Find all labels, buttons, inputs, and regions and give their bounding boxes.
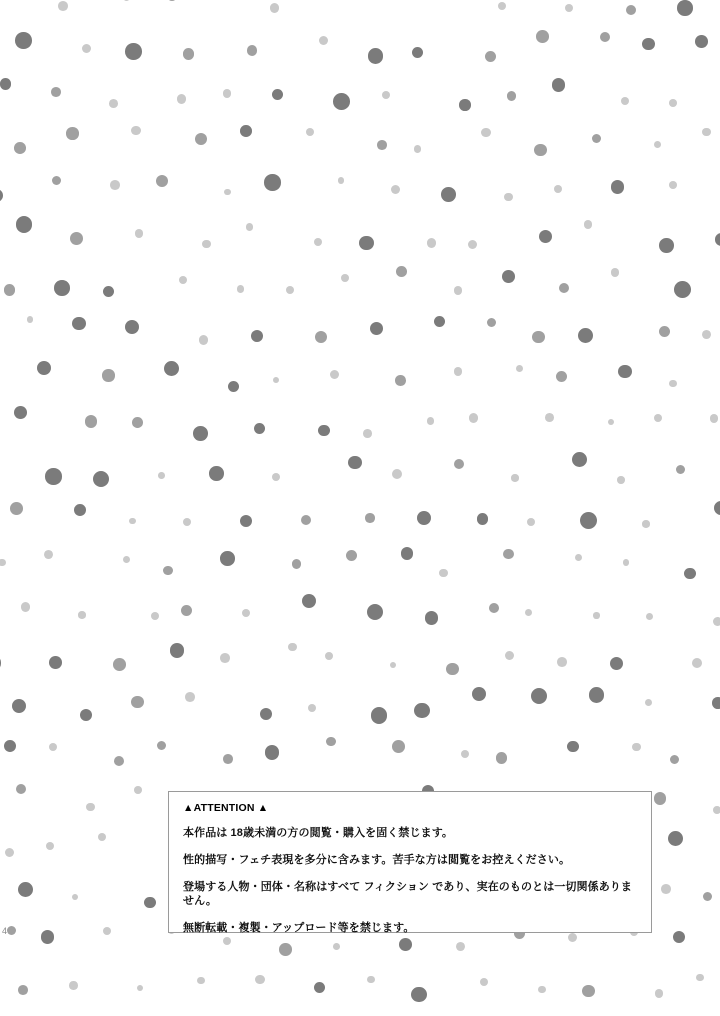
dot <box>237 285 245 293</box>
dot <box>170 643 185 658</box>
dot <box>51 87 61 97</box>
dot <box>370 322 383 335</box>
dot <box>477 513 488 524</box>
dot <box>454 286 463 295</box>
dot <box>525 609 532 616</box>
dot <box>199 335 209 345</box>
dot <box>0 655 1 670</box>
dot <box>348 456 361 469</box>
dot <box>368 48 383 63</box>
dot <box>4 740 16 752</box>
dot <box>308 704 316 712</box>
attention-line-1: 本作品は 18歳未満の方の閲覧・購入を固く禁じます。 <box>183 827 454 839</box>
dot <box>392 740 405 753</box>
dot <box>181 605 192 616</box>
dot <box>223 89 232 98</box>
dot <box>132 417 143 428</box>
dot <box>85 415 97 427</box>
dot <box>534 144 547 157</box>
dot <box>255 975 265 985</box>
dot <box>536 30 549 43</box>
dot <box>224 189 231 196</box>
dot <box>434 316 446 328</box>
dot <box>314 238 322 246</box>
dot <box>459 99 470 110</box>
dot <box>167 0 177 1</box>
dot <box>197 977 204 984</box>
dot <box>454 459 465 470</box>
dot <box>654 141 661 148</box>
dot <box>539 230 552 243</box>
dot <box>642 38 654 50</box>
dot <box>0 559 6 567</box>
dot <box>441 187 456 202</box>
dot <box>5 848 15 858</box>
dot <box>18 882 34 898</box>
dot <box>626 5 636 15</box>
dot <box>131 126 140 135</box>
dot <box>131 696 143 708</box>
dot <box>98 833 106 841</box>
dot <box>16 784 26 794</box>
dot <box>632 743 640 751</box>
dot <box>503 549 513 559</box>
dot <box>676 465 686 475</box>
dot <box>272 89 283 100</box>
dot <box>456 942 465 951</box>
dot <box>123 0 130 1</box>
dot <box>621 97 629 105</box>
dot <box>70 232 83 245</box>
dot <box>610 657 623 670</box>
dot <box>527 518 535 526</box>
dot <box>668 831 683 846</box>
attention-notice <box>168 791 652 933</box>
attention-line-3: 登場する人物・団体・名称はすべて フィクション であり、実在のものとは一切関係ありません。 <box>183 881 632 907</box>
dot <box>481 128 491 138</box>
dot <box>531 688 547 704</box>
dot <box>314 982 325 993</box>
dot <box>425 611 439 625</box>
dot <box>0 189 3 202</box>
dot <box>359 236 373 250</box>
dot <box>715 233 720 245</box>
page-number: 4 <box>2 926 8 936</box>
dot <box>325 652 333 660</box>
dot <box>134 786 142 794</box>
dot <box>114 756 125 767</box>
dot <box>505 651 514 660</box>
dot <box>341 274 349 282</box>
dot <box>156 175 168 187</box>
dot <box>333 943 340 950</box>
dot <box>485 51 496 62</box>
dot <box>399 938 412 951</box>
dot <box>44 550 53 559</box>
dot <box>12 699 27 714</box>
dot <box>69 981 77 989</box>
dot <box>645 699 652 706</box>
dot <box>315 331 327 343</box>
dot <box>659 238 674 253</box>
dot <box>74 504 86 516</box>
dot <box>557 657 567 667</box>
dot <box>593 612 599 618</box>
dot <box>365 513 374 522</box>
dot <box>86 803 94 811</box>
dot <box>580 512 597 529</box>
dot <box>390 662 396 668</box>
dot <box>538 986 546 994</box>
dot <box>0 78 11 89</box>
dot <box>702 330 711 339</box>
dot <box>82 44 91 53</box>
dot <box>49 743 57 751</box>
dot <box>565 4 573 12</box>
dot <box>363 429 372 438</box>
dot <box>78 611 85 618</box>
dot <box>446 663 458 675</box>
dot <box>702 128 710 136</box>
dot <box>377 140 387 150</box>
dot <box>240 125 252 137</box>
dot <box>137 985 143 991</box>
dot <box>578 328 594 344</box>
dot <box>584 220 592 228</box>
dot <box>589 687 604 702</box>
dot <box>220 551 235 566</box>
dot <box>545 413 554 422</box>
dot <box>684 568 696 580</box>
dot <box>496 752 507 763</box>
dot <box>228 381 239 392</box>
dot <box>703 892 712 901</box>
dot <box>669 99 677 107</box>
dot <box>260 708 272 720</box>
dot <box>333 93 350 110</box>
dot <box>338 177 345 184</box>
dot <box>395 375 406 386</box>
dot <box>270 3 280 13</box>
dot <box>695 35 708 48</box>
dot <box>677 0 693 16</box>
dot <box>532 331 544 343</box>
dot <box>183 518 192 527</box>
dot <box>292 559 301 568</box>
dot <box>382 91 390 99</box>
dot <box>554 185 562 193</box>
dot <box>669 181 677 189</box>
dot <box>177 94 186 103</box>
dot <box>713 617 720 626</box>
dot <box>504 193 512 201</box>
dot <box>265 745 279 759</box>
dot <box>611 268 620 277</box>
dot <box>93 471 109 487</box>
dot <box>655 989 664 998</box>
dot <box>163 566 172 575</box>
dot <box>454 367 462 375</box>
dot <box>193 426 208 441</box>
dot <box>507 91 517 101</box>
dot <box>646 613 653 620</box>
dot <box>654 792 666 804</box>
dot <box>592 134 601 143</box>
dot <box>41 930 55 944</box>
dot <box>439 569 448 578</box>
dot <box>125 320 139 334</box>
dot <box>58 1 68 11</box>
dot <box>427 238 437 248</box>
dot <box>157 741 166 750</box>
dot <box>468 240 477 249</box>
dot <box>692 658 702 668</box>
dot <box>72 894 78 900</box>
dot <box>109 99 118 108</box>
dot <box>7 926 16 935</box>
dot <box>489 603 499 613</box>
dot <box>4 284 16 296</box>
dot <box>696 974 703 981</box>
dot <box>487 318 496 327</box>
dot <box>183 48 195 60</box>
dot <box>223 937 231 945</box>
dot <box>661 884 671 894</box>
dot <box>37 361 51 375</box>
dot <box>556 371 567 382</box>
dot <box>326 737 335 746</box>
dot <box>18 985 28 995</box>
dot <box>66 127 78 139</box>
dot <box>164 361 179 376</box>
dot <box>27 316 33 322</box>
dot <box>673 931 686 944</box>
dot <box>80 709 92 721</box>
dot <box>417 511 431 525</box>
dot <box>319 36 328 45</box>
dot <box>54 280 70 296</box>
attention-line-4: 無断転載・複製・アップロード等を禁じます。 <box>183 922 415 934</box>
dot <box>559 283 569 293</box>
dot <box>21 602 31 612</box>
dot <box>279 943 291 955</box>
dot <box>306 128 314 136</box>
dot <box>575 554 582 561</box>
dot <box>367 976 375 984</box>
dot <box>49 656 62 669</box>
dot <box>247 45 258 56</box>
dot <box>330 370 339 379</box>
dot <box>572 452 587 467</box>
dot <box>110 180 120 190</box>
dot <box>102 369 114 381</box>
dot <box>367 604 383 620</box>
dot <box>14 406 27 419</box>
dot <box>240 515 252 527</box>
dot <box>46 842 54 850</box>
dot <box>567 741 578 752</box>
dot <box>15 32 32 49</box>
dot <box>264 174 280 190</box>
dot <box>617 476 625 484</box>
dot <box>391 185 400 194</box>
dot <box>670 755 679 764</box>
dot <box>223 754 233 764</box>
dot <box>10 502 23 515</box>
dot <box>220 653 230 663</box>
dot <box>472 687 486 701</box>
dot <box>674 281 691 298</box>
dot <box>185 692 195 702</box>
dot <box>209 466 223 480</box>
dot <box>659 326 670 337</box>
dot <box>45 468 61 484</box>
dot <box>414 703 429 718</box>
dot <box>254 423 266 435</box>
dot <box>16 216 33 233</box>
dot <box>498 2 506 10</box>
dot <box>129 518 135 524</box>
dot <box>113 658 126 671</box>
dot <box>125 43 142 60</box>
dot <box>714 501 720 515</box>
dot <box>202 240 210 248</box>
attention-line-2: 性的描写・フェチ表現を多分に含みます。苦手な方は閲覧をお控えください。 <box>183 854 571 866</box>
dot <box>135 229 143 237</box>
dot <box>286 286 294 294</box>
dot <box>712 697 720 709</box>
dot <box>412 47 423 58</box>
dot <box>318 425 329 436</box>
dot <box>158 472 165 479</box>
dot <box>427 417 435 425</box>
attention-title: ▲ATTENTION ▲ <box>183 802 269 814</box>
dot <box>461 750 470 759</box>
dot <box>103 286 114 297</box>
dot <box>396 266 407 277</box>
dot <box>272 473 280 481</box>
dot <box>251 330 264 343</box>
dot <box>618 365 632 379</box>
dot <box>642 520 649 527</box>
dot <box>552 78 566 92</box>
dot <box>288 643 296 651</box>
dot <box>502 270 515 283</box>
dot <box>371 707 387 723</box>
dot <box>469 413 479 423</box>
dot <box>411 987 427 1003</box>
dot <box>608 419 614 425</box>
dot <box>14 142 26 154</box>
dot <box>511 474 518 481</box>
dot <box>392 469 402 479</box>
dot <box>52 176 61 185</box>
dot <box>302 594 316 608</box>
dot <box>516 365 523 372</box>
dot <box>582 985 594 997</box>
dot <box>123 556 130 563</box>
dot <box>611 180 625 194</box>
dot <box>654 414 662 422</box>
dot <box>246 223 254 231</box>
dot <box>242 609 250 617</box>
dot <box>273 377 280 384</box>
dot <box>600 32 610 42</box>
dot <box>179 276 188 285</box>
dot <box>669 380 676 387</box>
dot <box>144 897 156 909</box>
dot <box>414 145 421 152</box>
dot <box>103 927 111 935</box>
dot <box>480 978 488 986</box>
dot <box>713 806 720 814</box>
dot <box>301 515 311 525</box>
dot <box>346 550 357 561</box>
dot <box>151 612 159 620</box>
dot <box>401 547 414 560</box>
dot <box>710 414 718 422</box>
dot <box>623 559 630 566</box>
dot <box>195 133 207 145</box>
dot <box>72 317 85 330</box>
